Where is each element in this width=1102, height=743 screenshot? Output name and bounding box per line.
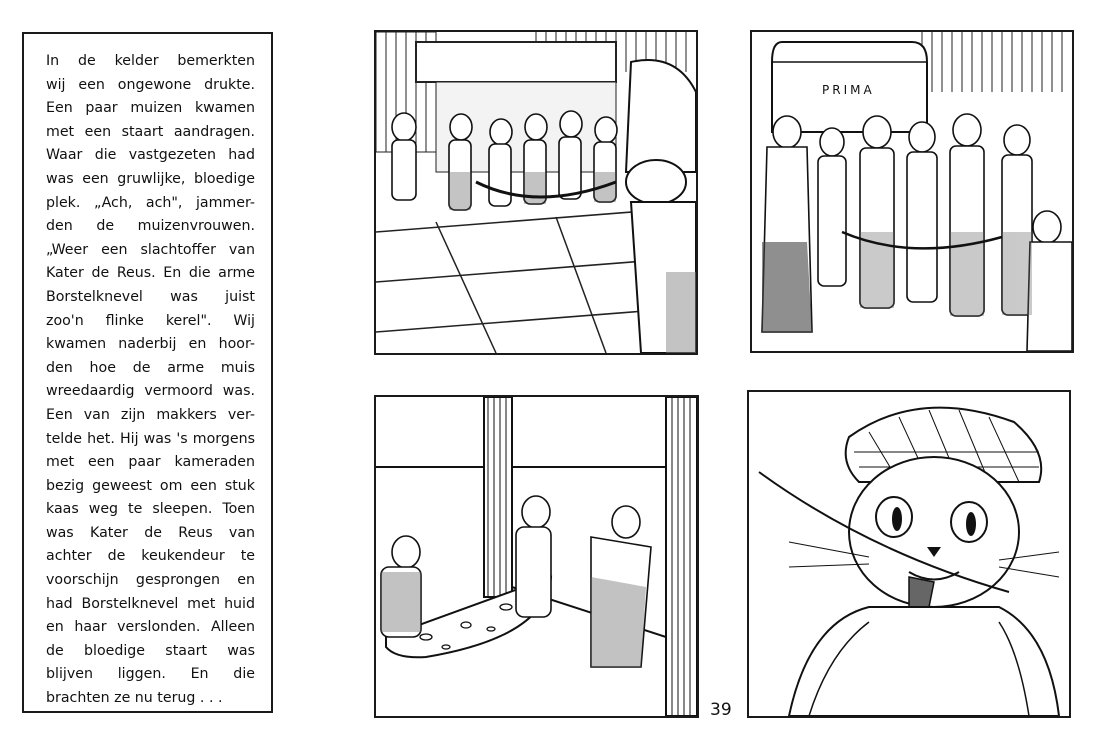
- story-line: was een gruwlijke, bloedige: [46, 170, 255, 187]
- cheese-illustration: [376, 397, 697, 716]
- procession-illustration: [376, 32, 696, 353]
- story-line: Borstelknevel was juist: [46, 288, 255, 305]
- story-line: Kater de Reus. En die arme: [46, 265, 255, 282]
- story-line: Waar die vastgezeten had: [46, 147, 255, 164]
- comic-panel-crowd: [750, 30, 1074, 353]
- crowd-illustration: [752, 32, 1072, 351]
- comic-panel-cheese: [374, 395, 699, 718]
- story-line: „Weer een slachtoffer van: [46, 241, 255, 258]
- comic-panel-cat: [747, 390, 1071, 718]
- story-line: was Kater de Reus van: [46, 524, 255, 541]
- story-line: bezig geweest om een stuk: [46, 477, 255, 494]
- story-line: voorschijn gesprongen en: [46, 572, 255, 589]
- story-line: brachten ze nu terug . . .: [46, 690, 223, 707]
- story-line: achter de keukendeur te: [46, 548, 255, 565]
- story-line: blijven liggen. En die: [46, 666, 255, 683]
- story-text-panel: [22, 32, 273, 713]
- story-line: met een paar kameraden: [46, 454, 255, 471]
- story-line: Een van zijn makkers ver-: [46, 406, 255, 423]
- story-line: telde het. Hij was 's morgens: [46, 430, 255, 447]
- jar-label: PRIMA: [822, 83, 875, 97]
- story-line: zoo'n flinke kerel". Wij: [46, 312, 255, 329]
- cat-illustration: [749, 392, 1069, 716]
- story-line: met een staart aandragen.: [46, 123, 255, 140]
- story-line: den hoe de arme muis: [46, 359, 255, 376]
- comic-panel-procession: [374, 30, 698, 355]
- page-number: 39: [710, 700, 732, 720]
- story-line: wij een ongewone drukte.: [46, 76, 255, 93]
- story-line: wreedaardig vermoord was.: [46, 383, 255, 400]
- story-line: In de kelder bemerkten: [46, 53, 255, 69]
- story-line: en haar verslonden. Alleen: [46, 619, 255, 636]
- story-line: kaas weg te sleepen. Toen: [46, 501, 255, 518]
- story-line: Een paar muizen kwamen: [46, 100, 255, 117]
- story-line: had Borstelknevel met huid: [46, 595, 255, 612]
- story-line: de bloedige staart was: [46, 642, 255, 659]
- story-line: kwamen naderbij en hoor-: [46, 336, 255, 353]
- story-line: den de muizenvrouwen.: [46, 218, 255, 235]
- story-line: plek. „Ach, ach", jammer-: [46, 194, 255, 211]
